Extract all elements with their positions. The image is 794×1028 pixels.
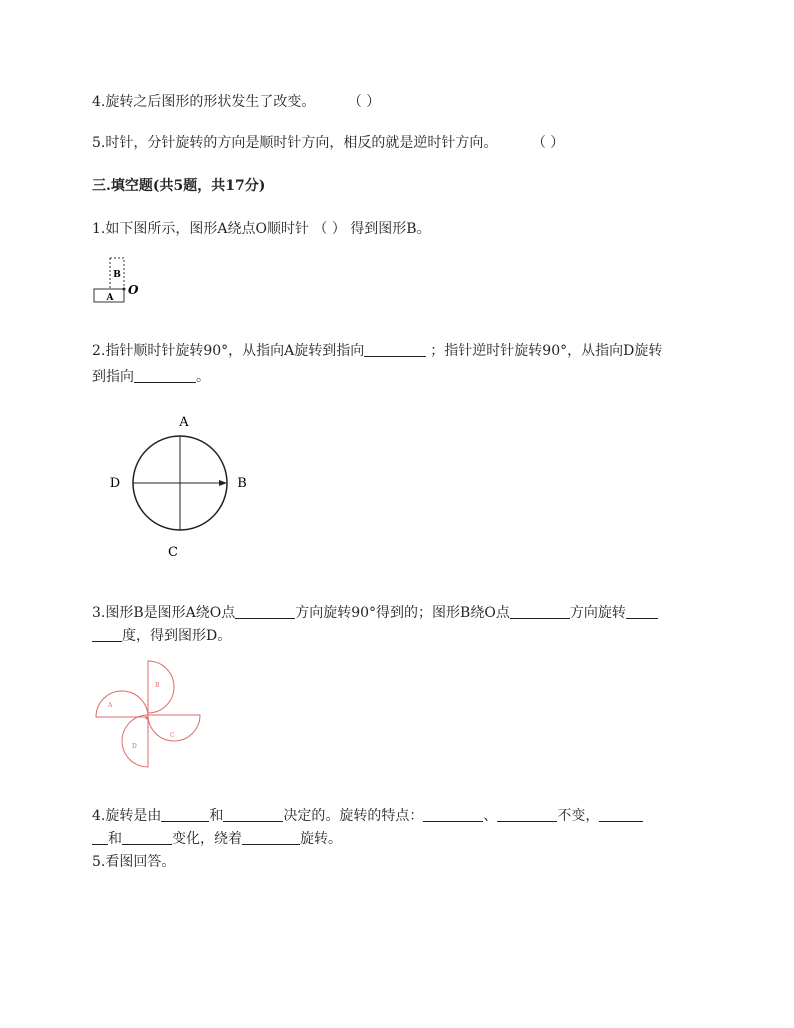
- semicircle-a: [96, 691, 148, 717]
- answer-blank[interactable]: [92, 627, 122, 642]
- figure-pointer-circle: [100, 410, 260, 565]
- arrow-head-icon: [219, 480, 227, 486]
- question-text: 不变，: [557, 808, 600, 824]
- question-text: 5.时针，分针旋转的方向是顺时针方向，相反的就是逆时针方向。: [92, 135, 498, 151]
- label-b: B: [237, 476, 247, 491]
- question-text: 到指向: [92, 369, 134, 385]
- center-point-o: [146, 717, 149, 720]
- fill-question-2-line-2: [92, 367, 210, 387]
- answer-blank[interactable]: [626, 604, 658, 619]
- fill-question-4-line-1: [92, 806, 643, 826]
- question-text: 和: [209, 808, 224, 824]
- question-text: ；指针逆时针旋转90°，从指向D旋转: [430, 343, 663, 359]
- point-o-dot: [123, 288, 126, 291]
- fill-question-3-line-1: [92, 603, 658, 623]
- fill-question-5: 5.看图回答。: [92, 854, 176, 870]
- figure-rotation-rectangles: [90, 255, 150, 307]
- answer-blank[interactable]: [235, 604, 295, 619]
- answer-parentheses: （ ）: [531, 135, 565, 151]
- answer-blank[interactable]: [364, 342, 426, 357]
- answer-blank[interactable]: [599, 807, 643, 822]
- label-o: O: [128, 283, 139, 297]
- answer-parentheses: （ ）: [347, 94, 381, 110]
- label-c: C: [170, 732, 175, 739]
- label-b: B: [113, 270, 121, 280]
- label-d: D: [132, 743, 137, 750]
- answer-blank[interactable]: [122, 830, 172, 845]
- figure-rotated-semicircles: [90, 655, 210, 775]
- answer-parentheses: （ ）: [313, 221, 346, 237]
- answer-blank[interactable]: [92, 830, 108, 845]
- answer-blank[interactable]: [134, 368, 196, 383]
- question-text: 决定的。旋转的特点：: [283, 808, 424, 824]
- section-title: 三.填空题(共5题，共17分): [92, 178, 266, 194]
- question-text: 和: [108, 831, 122, 847]
- question-text: 旋转。: [300, 831, 342, 847]
- question-text: 方向旋转90°得到的；图形B绕O点: [295, 605, 510, 621]
- answer-blank[interactable]: [497, 807, 557, 822]
- question-text: 度，得到图形D。: [122, 628, 232, 644]
- semicircle-d: [122, 715, 148, 767]
- label-a: A: [106, 293, 114, 303]
- fill-question-3-line-2: [92, 626, 231, 646]
- label-a: A: [108, 702, 113, 709]
- question-text: 变化，绕着: [172, 831, 242, 847]
- label-a: A: [179, 415, 189, 430]
- answer-blank[interactable]: [161, 807, 209, 822]
- question-text: 3.图形B是图形A绕O点: [92, 605, 236, 621]
- question-text: 4.旋转之后图形的形状发生了改变。: [92, 94, 316, 110]
- fill-question-2-line-1: [92, 341, 662, 361]
- answer-blank[interactable]: [510, 604, 570, 619]
- question-text: 方向旋转: [569, 605, 626, 621]
- semicircle-b: [148, 661, 174, 713]
- judge-question-5: [92, 133, 564, 153]
- question-text: 。: [196, 369, 210, 385]
- judge-question-4: [92, 92, 380, 112]
- question-text: 、: [483, 808, 498, 824]
- label-b: B: [155, 682, 160, 689]
- answer-blank[interactable]: [242, 830, 300, 845]
- question-text: 1.如下图所示，图形A绕点O顺时针: [92, 221, 309, 237]
- fill-question-4-line-2: [92, 829, 342, 849]
- question-text: 得到图形B。: [350, 221, 431, 237]
- answer-blank[interactable]: [423, 807, 483, 822]
- question-text: 4.旋转是由: [92, 808, 162, 824]
- question-text: 2.指针顺时针旋转90°，从指向A旋转到指向: [92, 343, 365, 359]
- fill-question-1: [92, 219, 431, 239]
- label-c: C: [168, 545, 178, 560]
- label-d: D: [109, 476, 121, 491]
- answer-blank[interactable]: [223, 807, 283, 822]
